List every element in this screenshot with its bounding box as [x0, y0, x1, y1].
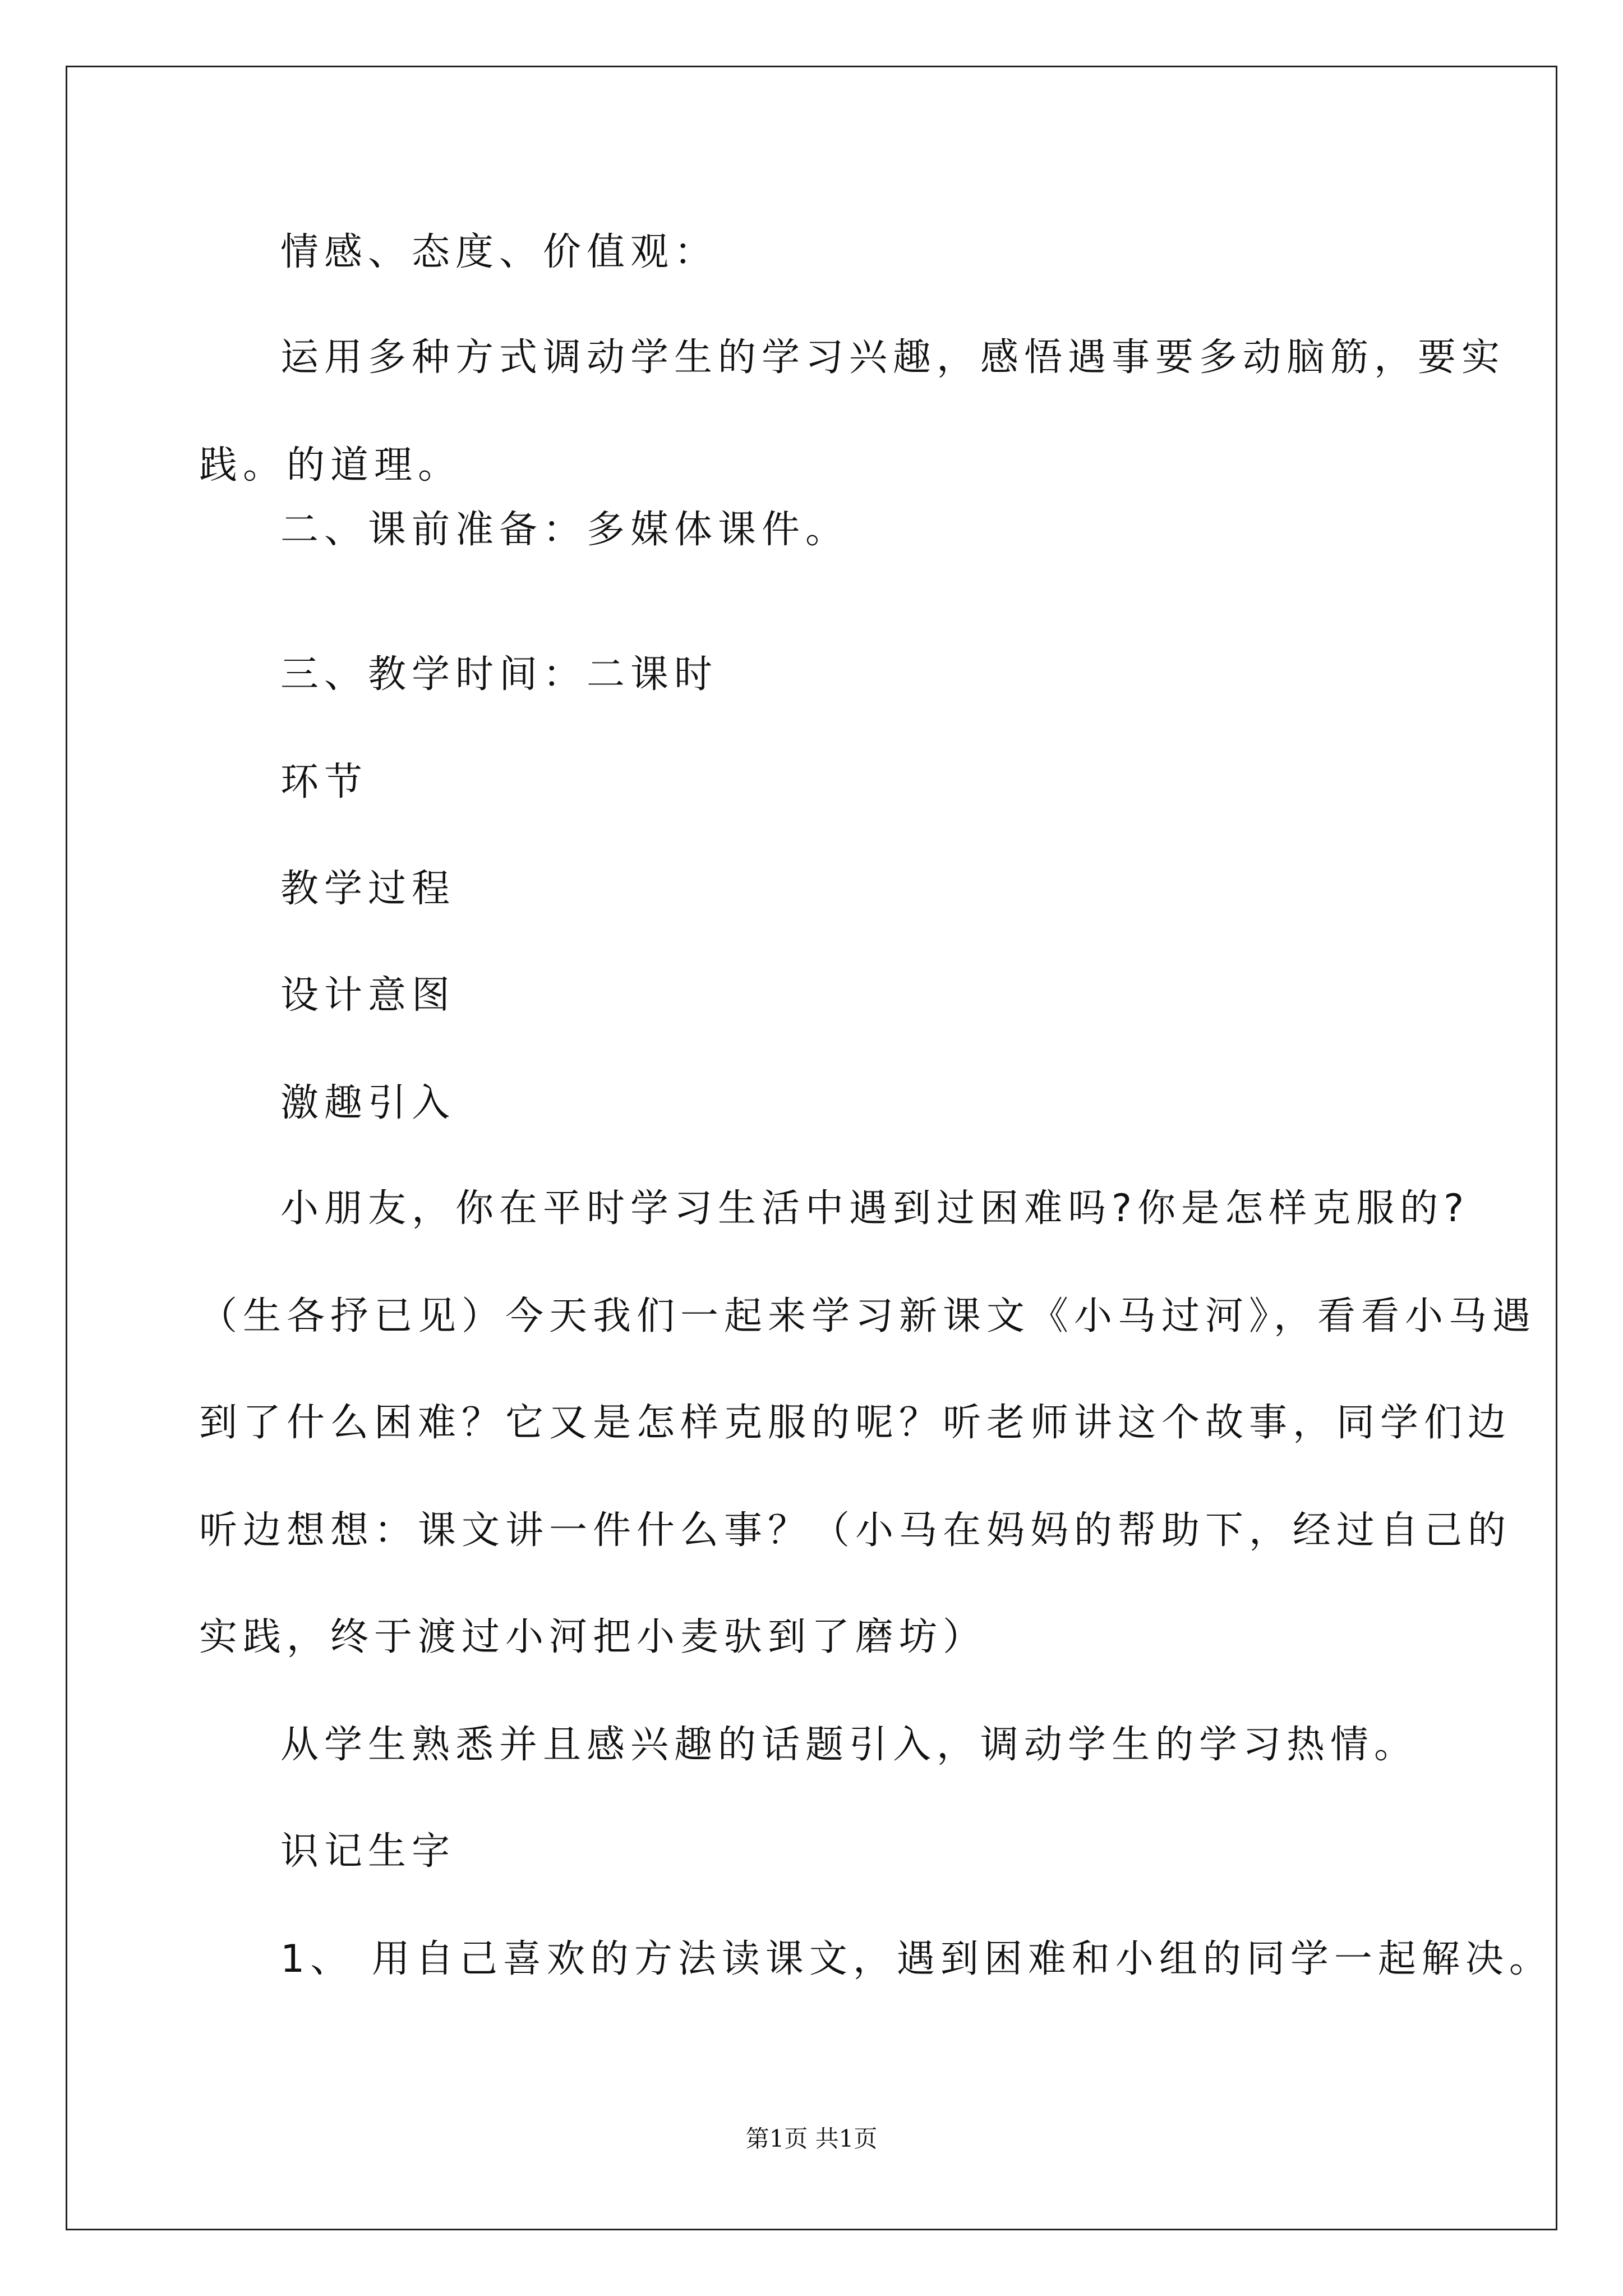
text-line: 教学过程 — [280, 867, 456, 911]
text-line: 1、 用自己喜欢的方法读课文，遇到困难和小组的同学一起解决。 — [280, 1937, 1553, 1981]
text-line: 环节 — [280, 760, 368, 804]
text-line: 三、教学时间：二课时 — [280, 652, 718, 697]
text-line: 听边想想：课文讲一件什么事？（小马在妈妈的帮助下，经过自己的 — [199, 1508, 1512, 1553]
page-footer: 第1页 共1页 — [745, 2125, 878, 2152]
text-line: 践。的道理。 — [199, 443, 462, 487]
text-line: 运用多种方式调动学生的学习兴趣，感悟遇事要多动脑筋，要实 — [280, 335, 1506, 380]
text-line: 激趣引入 — [280, 1081, 456, 1125]
page-border — [66, 66, 1557, 2230]
text-line: 设计意图 — [280, 973, 456, 1018]
text-line: 小朋友，你在平时学习生活中遇到过困难吗?你是怎样克服的? — [280, 1186, 1470, 1231]
text-line: 到了什么困难？它又是怎样克服的呢？听老师讲这个故事，同学们边 — [199, 1401, 1512, 1445]
text-line: 从学生熟悉并且感兴趣的话题引入，调动学生的学习热情。 — [280, 1723, 1418, 1767]
text-line: 实践，终于渡过小河把小麦驮到了磨坊） — [199, 1615, 987, 1659]
text-line: 二、课前准备：多媒体课件。 — [280, 508, 850, 552]
text-line: （生各抒已见）今天我们一起来学习新课文《小马过河》，看看小马遇 — [199, 1294, 1537, 1338]
text-line: 识记生字 — [280, 1829, 456, 1874]
text-line: 情感、态度、价值观： — [280, 230, 718, 274]
